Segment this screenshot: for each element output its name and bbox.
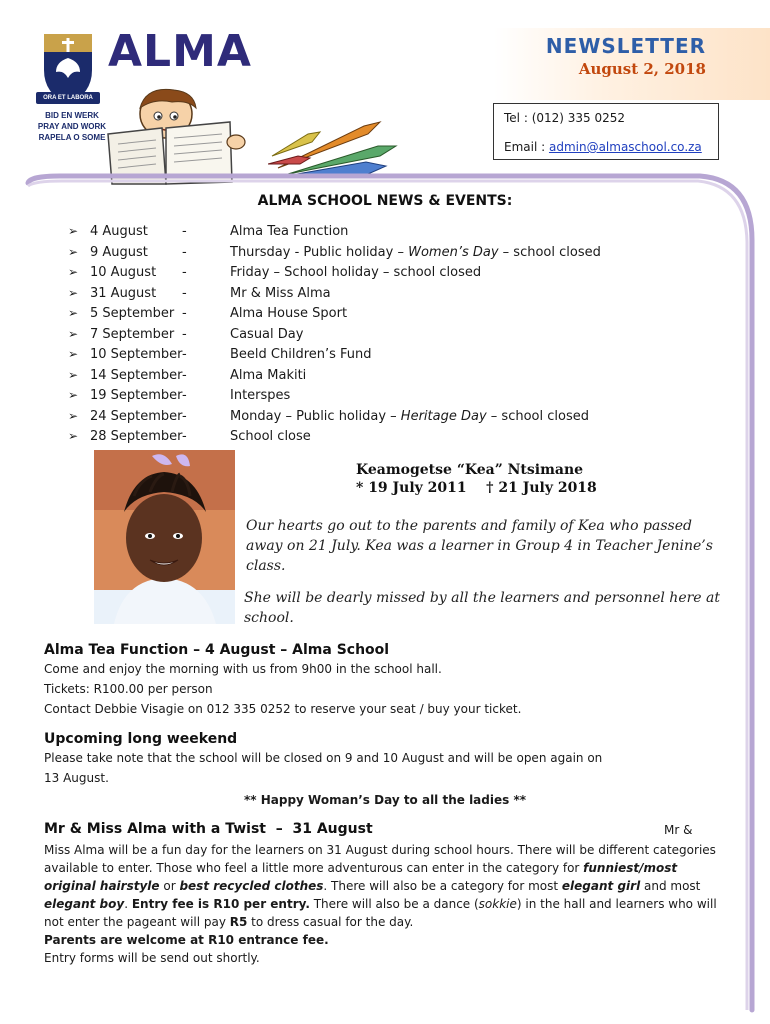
tea-function-tickets: Tickets: R100.00 per person xyxy=(44,682,213,696)
mr-miss-alma-text: R5 xyxy=(229,915,248,929)
contact-box xyxy=(493,103,719,160)
email-label: Email : xyxy=(504,140,549,154)
event-item xyxy=(68,388,668,409)
event-item xyxy=(68,347,668,368)
event-description-part: Alma House Sport xyxy=(230,306,348,321)
event-dash: - xyxy=(182,326,187,342)
event-description-part: Casual Day xyxy=(230,326,304,342)
event-description-part: – school closed xyxy=(498,244,601,260)
mr-miss-alma-text: funniest/most original hairstyle xyxy=(44,861,678,893)
tea-function-heading: Alma Tea Function – 4 August – Alma School xyxy=(44,642,390,658)
bullet-arrow-icon: ➢ xyxy=(68,388,79,402)
contact-email xyxy=(504,140,702,154)
event-date: 31 August xyxy=(90,285,157,301)
bullet-arrow-icon: ➢ xyxy=(68,367,79,382)
section-title: ALMA SCHOOL NEWS & EVENTS: xyxy=(257,193,513,209)
event-description-part: Beeld Children’s Fund xyxy=(230,347,372,362)
event-item xyxy=(68,245,668,266)
contact-tel xyxy=(504,111,625,125)
event-item xyxy=(68,429,668,450)
event-description xyxy=(230,368,306,383)
bullet-arrow-icon: ➢ xyxy=(68,347,79,361)
event-date: 19 September xyxy=(90,388,183,403)
newsletter-title: NEWSLETTER xyxy=(545,34,706,58)
bullet-arrow-icon: ➢ xyxy=(68,326,79,341)
event-item xyxy=(68,224,668,245)
event-item xyxy=(68,286,668,307)
newsletter-date: August 2, 2018 xyxy=(578,60,706,78)
event-item xyxy=(68,265,668,286)
motto-line: RAPELA O SOME xyxy=(38,133,106,142)
pencils-illustration xyxy=(268,112,408,182)
event-item xyxy=(68,368,668,389)
bullet-arrow-icon: ➢ xyxy=(68,244,79,259)
bullet-arrow-icon: ➢ xyxy=(68,285,79,300)
event-date: 10 September xyxy=(90,347,183,362)
mr-miss-alma-text: . xyxy=(124,897,132,911)
event-dash: - xyxy=(182,388,187,403)
event-description xyxy=(230,429,311,444)
reading-boy-illustration xyxy=(104,86,274,186)
event-date: 5 September xyxy=(90,306,175,321)
event-dash: - xyxy=(182,347,187,362)
event-description-part: Friday – School holiday – school closed xyxy=(230,265,482,280)
event-description-part: – school closed xyxy=(486,408,589,424)
event-date: 9 August xyxy=(90,244,148,260)
event-dash: - xyxy=(182,306,187,321)
event-item xyxy=(68,306,668,327)
bullet-arrow-icon: ➢ xyxy=(68,429,79,443)
bullet-arrow-icon: ➢ xyxy=(68,224,79,238)
mr-miss-alma-text: sokkie xyxy=(478,897,517,911)
crest-ribbon-text: ORA ET LABORA xyxy=(43,95,93,101)
email-link[interactable]: admin@almaschool.co.za xyxy=(548,140,702,154)
bullet-arrow-icon: ➢ xyxy=(68,408,79,423)
event-description xyxy=(230,286,331,301)
memorial-message: Our hearts go out to the parents and family of Kea who passed away on 21 July. Kea was a learner in Group 4 in Teacher Jenine’s class. xyxy=(246,518,713,574)
tea-function-line: Come and enjoy the morning with us from 9h00 in the school hall. xyxy=(44,662,442,676)
event-description-part: School close xyxy=(230,429,311,444)
motto-line: BID EN WERK xyxy=(45,111,99,120)
event-description-part: Heritage Day xyxy=(400,408,487,424)
mr-miss-alma-text: Miss Alma will be a fun day for the learners on 31 August during school hours. There will be different categories available to enter. Those who feel a little more adventurous can enter in the category for xyxy=(44,843,716,875)
mr-miss-alma-heading: Mr & Miss Alma with a Twist – 31 August xyxy=(44,821,373,837)
event-description xyxy=(230,388,290,403)
mr-miss-alma-text: and most xyxy=(640,879,701,893)
mr-miss-alma-text: Parents are welcome at R10 entrance fee. xyxy=(44,933,329,947)
mr-miss-alma-text: There will also be a dance ( xyxy=(309,897,479,911)
tel-label: Tel : xyxy=(504,111,532,125)
mr-miss-alma-text: or xyxy=(159,879,180,893)
event-description xyxy=(230,306,347,321)
bullet-arrow-icon: ➢ xyxy=(68,306,79,320)
event-dash: - xyxy=(182,367,187,383)
event-date: 24 September xyxy=(90,408,183,424)
event-date: 10 August xyxy=(90,265,157,280)
event-description-part: Interspes xyxy=(230,388,291,403)
event-description-part: Women’s Day xyxy=(408,244,499,260)
memorial-name: Keamogetse “Kea” Ntsimane xyxy=(356,462,584,478)
motto-line: PRAY AND WORK xyxy=(37,122,107,131)
event-description xyxy=(230,265,481,280)
mr-miss-alma-body xyxy=(44,841,724,967)
school-name: ALMA xyxy=(108,26,252,77)
mr-miss-alma-text: best recycled clothes xyxy=(179,879,324,893)
event-description-part: Monday – Public holiday – xyxy=(230,408,401,424)
mr-miss-alma-text: elegant girl xyxy=(561,879,641,893)
event-item xyxy=(68,327,668,348)
event-description xyxy=(230,347,372,362)
mr-miss-alma-text: ) in the hall and learners who will not enter the pageant will pay xyxy=(44,897,717,929)
event-dash: - xyxy=(182,224,187,239)
memorial-dates: * 19 July 2011 † 21 July 2018 xyxy=(356,480,597,496)
long-weekend-line: 13 August. xyxy=(44,771,109,785)
event-description-part: Mr & Miss Alma xyxy=(230,285,331,301)
womans-day-greeting: ** Happy Woman’s Day to all the ladies ** xyxy=(244,793,526,807)
tea-function-contact: Contact Debbie Visagie on 012 335 0252 to reserve your seat / buy your ticket. xyxy=(44,702,522,716)
school-motto xyxy=(28,110,116,143)
event-description xyxy=(230,327,303,342)
event-description xyxy=(230,409,589,424)
mr-miss-alma-text: elegant boy xyxy=(44,897,125,911)
event-date: 4 August xyxy=(90,224,148,239)
event-date: 14 September xyxy=(90,367,183,383)
event-date: 28 September xyxy=(90,429,183,444)
event-dash: - xyxy=(182,244,187,260)
mr-miss-alma-text: . There will also be a category for most xyxy=(323,879,562,893)
event-dash: - xyxy=(182,265,187,280)
event-dash: - xyxy=(182,285,187,301)
event-dash: - xyxy=(182,408,187,424)
mr-miss-alma-text: Entry forms will be send out shortly. xyxy=(44,951,260,965)
event-dash: - xyxy=(182,429,187,444)
tel-number: (012) 335 0252 xyxy=(531,111,626,125)
event-item xyxy=(68,409,668,430)
event-description-part: Thursday - Public holiday – xyxy=(230,244,409,260)
event-description xyxy=(230,245,601,260)
mr-miss-alma-text: Entry fee is R10 per entry. xyxy=(131,897,310,911)
event-date: 7 September xyxy=(90,326,175,342)
event-description-part: Alma Tea Function xyxy=(230,224,349,239)
mr-miss-alma-lead: Mr & xyxy=(664,823,693,837)
bullet-arrow-icon: ➢ xyxy=(68,265,79,279)
learner-photo xyxy=(94,450,235,624)
long-weekend-line: Please take note that the school will be closed on 9 and 10 August and will be open again on xyxy=(44,751,603,765)
mr-miss-alma-text: to dress casual for the day. xyxy=(247,915,414,929)
crest-ribbon xyxy=(36,92,100,104)
event-description-part: Alma Makiti xyxy=(230,367,307,383)
memorial-farewell: She will be dearly missed by all the learners and personnel here at school. xyxy=(244,590,721,626)
long-weekend-heading: Upcoming long weekend xyxy=(44,731,238,747)
events-list xyxy=(68,224,668,450)
event-description xyxy=(230,224,348,239)
